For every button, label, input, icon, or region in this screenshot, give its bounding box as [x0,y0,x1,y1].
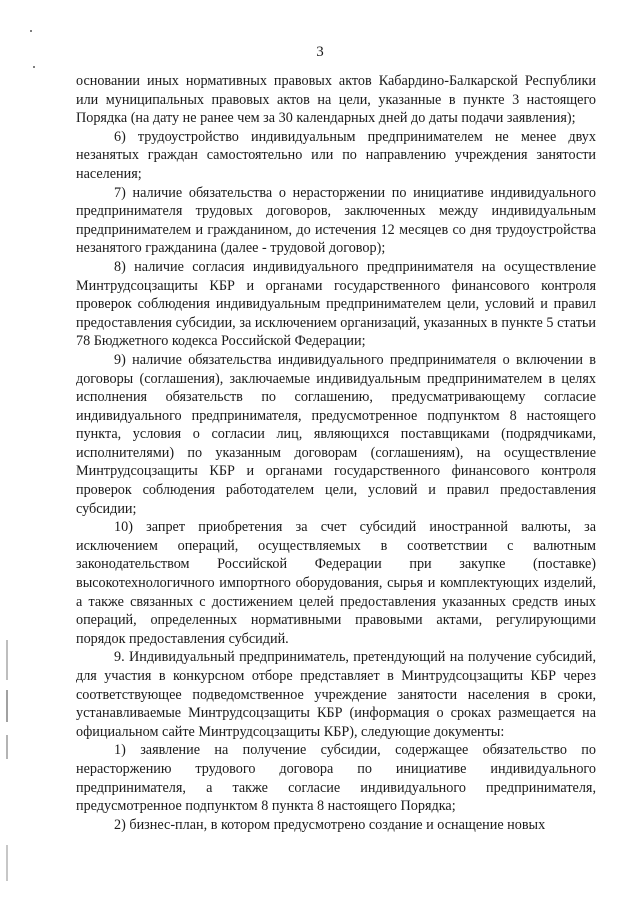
scan-dot [30,30,32,32]
paragraph: 2) бизнес-план, в котором предусмотрено создание и оснащение новых [114,816,546,833]
document-body [76,72,596,834]
paragraph: 1) заявление на получение субсидии, содержащее обязательство по нерасторжению трудового договора по инициативе индивидуального предпринимателя, а также согласие индивидуального предпринимателя, предусмотренное подпунктом 8 пункта 8 настоящего Порядка; [76,742,596,815]
scan-edge-mark [6,735,8,759]
scan-dot [33,66,35,68]
paragraph: 9) наличие обязательства индивидуального предпринимателя о включении в договоры (соглашения), заключаемые индивидуальным предпринимателем в целях исполнения обязательств по соглашению, предусматривающему согласие индивидуального предпринимателя, предусмотренное подпунктом 8 настоящего пункта, условия о согласии лиц, являющихся поставщиками (подрядчиками, исполнителями) по указанным договорам (соглашениям), на осуществление Минтрудсоцзащиты КБР и органами государственного финансового контроля проверок соблюдения работодателем цели, условий и правил предоставления субсидии; [76,351,596,517]
scan-edge-mark [6,640,8,680]
paragraph: 8) наличие согласия индивидуального предпринимателя на осуществление Минтрудсоцзащиты КБР и органами государственного финансового контроля проверок соблюдения индивидуальным предпринимателем цели, условий и правил предоставления субсидии, за исключением организаций, указанных в пункте 5 статьи 78 Бюджетного кодекса Российской Федерации; [76,258,596,350]
paragraph: 7) наличие обязательства о нерасторжении по инициативе индивидуального предпринимателя трудовых договоров, заключенных между индивидуальным предпринимателем и гражданином, до истечения 12 месяцев со дня трудоустройства незанятого гражданина (далее - трудовой договор); [76,184,596,257]
scan-edge-mark [6,845,8,881]
scan-edge-mark [6,690,8,722]
paragraph: основании иных нормативных правовых актов Кабардино-Балкарской Республики или муниципальных правовых актов на цели, указанные в пункте 3 настоящего Порядка (на дату не ранее чем за 30 календарных дней до даты подачи заявления); [76,73,596,127]
page-number: 3 [316,44,324,60]
paragraph: 9. Индивидуальный предприниматель, претендующий на получение субсидий, для участия в конкурсном отборе представляет в Минтрудсоцзащиты КБР через соответствующее подведомственное учреждение занятости населения в сроки, устанавливаемые Минтрудсоцзащиты КБР (информация о сроках размещается на официальном сайте Минтрудсоцзащиты КБР), следующие документы: [76,649,596,740]
paragraph: 10) запрет приобретения за счет субсидий иностранной валюты, за исключением операций, осуществляемых в соответствии с валютным законодательством Российской Федерации при закупке (поставке) высокотехнологичного импортного оборудования, сырья и комплектующих изделий, а также связанных с достижением целей предоставления указанных средств иных операций, определенных нормативными правовыми актами, регулирующими порядок предоставления субсидий. [76,519,596,647]
paragraph: 6) трудоустройство индивидуальным предпринимателем не менее двух незанятых граждан самостоятельно или по направлению учреждения занятости населения; [76,128,596,182]
